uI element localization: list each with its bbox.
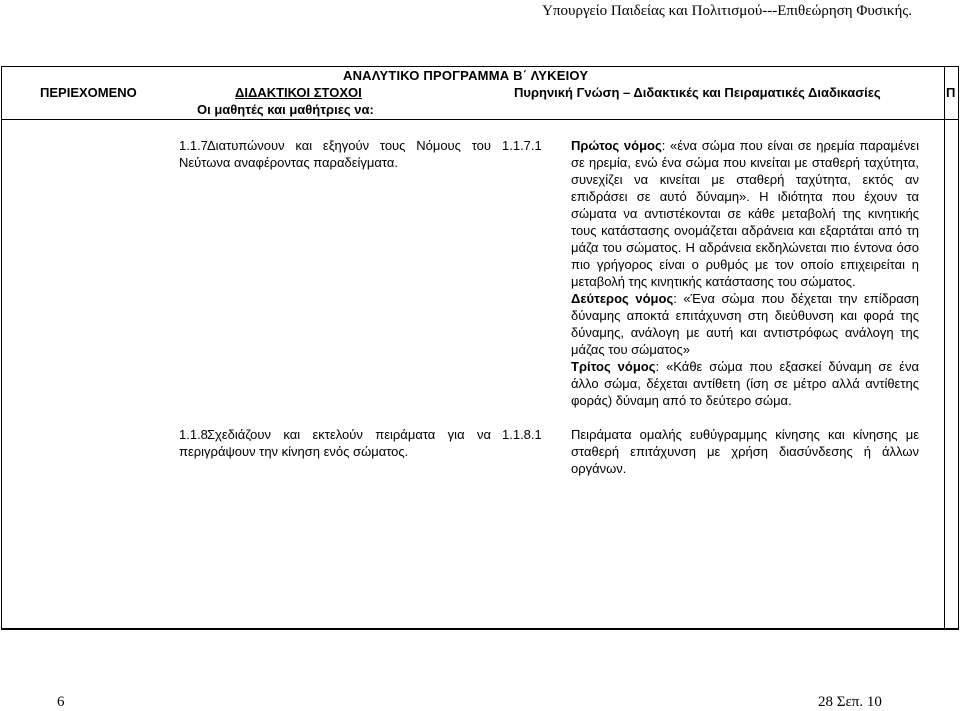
first-law-label: Πρώτος νόμος <box>571 138 662 153</box>
goal-text: Διατυπώνουν και εξηγούν τους Νόμους του Νεύτωνα αναφέροντας παραδείγματα. <box>179 138 491 170</box>
table-title: ΑΝΑΛΥΤΙΚΟ ΠΡΟΓΡΑΜΜΑ Β΄ ΛΥΚΕΙΟΥ <box>343 68 589 83</box>
core-text-row-2 <box>571 426 919 477</box>
goal-number: 1.1.8 <box>179 427 208 442</box>
second-law-text: : «Ένα σώμα που δέχεται την επίδραση δύναμης αποκτά επιτάχυνση στη διεύθυνση και φορά της δύναμης, ανάλογη με αυτή και αντιστρόφως ανάλογη της μάζας του σώματος» <box>571 291 920 357</box>
first-law-paragraph <box>571 137 919 290</box>
goal-number: 1.1.7 <box>179 138 208 153</box>
contents-column-header: ΠΕΡΙΕΧΟΜΕΝΟ <box>40 85 137 100</box>
footer-date: 28 Σεπ. 10 <box>818 694 882 710</box>
ministry-header: Υπουργείο Παιδείας και Πολιτισμού---Επιθεώρηση Φυσικής. <box>542 3 912 19</box>
goal-row-1 <box>179 137 491 171</box>
p-column-header: Π <box>946 85 956 100</box>
core-text-row-1 <box>571 137 919 409</box>
page-number: 6 <box>57 694 65 710</box>
first-law-text: : «ένα σώμα που είναι σε ηρεμία παραμένει σε ηρεμία, ενώ ένα σώμα που κινείται με σταθερή ταχύτητα, συνεχίζει να κινείται με σταθερή ταχύτητα, εκτός αν επιδράσει σε αυτό δύναμη». Η ιδιότητα που έχουν τα σώματα να αντιστέκονται σε κάθε μεταβολή της κινητικής τους κατάστασης ονομάζεται αδράνεια και εξαρτάται από τη μάζα του σώματος. Η αδράνεια εκδηλώνεται πιο έντονα όσο πιο γρήγορος είναι ο ρυθμός με τον οποίο επιχειρείται η μεταβολή της κινητικής κατάστασης του σώματος. <box>571 138 919 289</box>
third-law-label: Τρίτος νόμος <box>571 359 656 374</box>
students-subheader: Οι μαθητές και μαθήτριες να: <box>197 102 374 117</box>
goal-text: Σχεδιάζουν και εκτελούν πειράματα για να περιγράψουν την κίνηση ενός σώματος. <box>179 427 491 459</box>
core-code-row-1: 1.1.7.1 <box>502 138 542 153</box>
goals-column-header: ΔΙΔΑΚΤΙΚΟΙ ΣΤΟΧΟΙ <box>235 85 362 100</box>
second-law-paragraph <box>571 290 919 358</box>
third-law-paragraph <box>571 358 919 409</box>
second-law-label: Δεύτερος νόμος <box>571 291 674 306</box>
experiment-text: Πειράματα ομαλής ευθύγραμμης κίνησης και κίνησης με σταθερή επιτάχυνση με χρήση διασύνδεσης ή άλλων οργάνων. <box>571 427 919 476</box>
goal-row-2 <box>179 426 491 460</box>
header-divider <box>1 119 959 120</box>
core-knowledge-column-header: Πυρηνική Γνώση – Διδακτικές και Πειραματικές Διαδικασίες <box>514 85 881 100</box>
p-column-divider <box>944 66 945 630</box>
core-code-row-2: 1.1.8.1 <box>502 427 542 442</box>
third-law-text: : «Κάθε σώμα που εξασκεί δύναμη σε ένα άλλο σώμα, δέχεται αντίθετη (ίση σε μέτρο αλλά αντίθετης φοράς) δύναμη από το δεύτερο σώμα. <box>571 359 919 408</box>
